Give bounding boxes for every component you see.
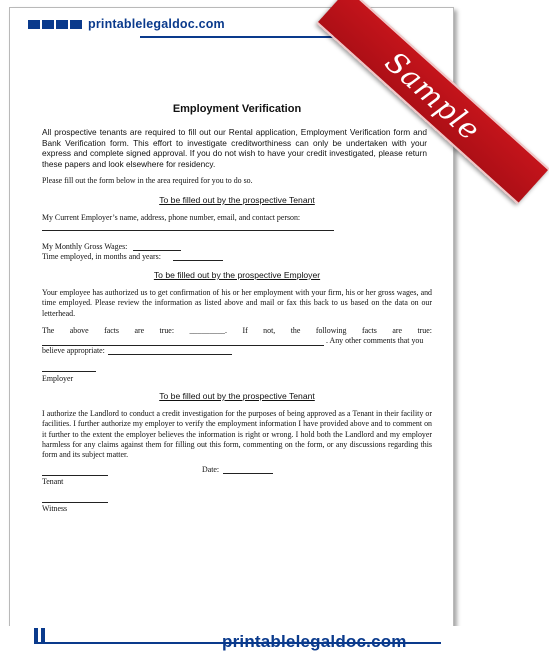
wages-line[interactable] [133, 250, 181, 251]
section1-heading: To be filled out by the prospective Tenant [159, 195, 315, 205]
time-employed-label: Time employed, in months and years: [42, 252, 161, 261]
witness-signature-label: Witness [42, 504, 68, 513]
tenant-signature-label: Tenant [42, 477, 64, 486]
time-employed-line[interactable] [173, 260, 223, 261]
other-comments-text: . Any other comments that you [326, 336, 424, 345]
facts-word: facts [104, 326, 119, 335]
facts-word: are [392, 326, 402, 335]
employer-paragraph: Your employee has authorized us to get confirmation of his or her employment with your firm, his or her gross wages, and time employed. Please review the information as listed above and mail or fax this back to us based on the data on our letterhead. [42, 288, 432, 318]
sample-ribbon [284, 0, 488, 190]
logo-bars-icon [28, 20, 82, 29]
section2-heading: To be filled out by the prospective Employer [153, 270, 321, 280]
sample-ribbon-label: Sample [378, 44, 488, 148]
instruction-text: Please fill out the form below in the area required for you to do so. [42, 176, 253, 185]
facts-word: If [242, 326, 248, 335]
footer-bars-icon [34, 628, 45, 642]
facts-word: the [290, 326, 301, 335]
facts-word: are [134, 326, 145, 335]
facts-word: true: [417, 326, 432, 335]
facts-blank[interactable]: _________. [189, 326, 227, 335]
comments-line[interactable] [108, 354, 232, 355]
facts-word: The [42, 326, 55, 335]
believe-appropriate-label: believe appropriate: [42, 346, 105, 355]
employer-signature-label: Employer [42, 374, 74, 383]
witness-signature-line[interactable] [42, 502, 108, 503]
tenant-signature-line[interactable] [42, 475, 108, 476]
tenant-authorization-paragraph: I authorize the Landlord to conduct a credit investigation for the purposes of being approved as a Tenant in their facility or facilities. I further authorize my employer to verify the employment information I have provided above and to comment on it further to the extent the employer believes the information is right or wrong. I hold both the Landlord and my employer harmless for any claims against them for filling out this form, commenting on the form, or any discussions regarding this form and its subject matter. [42, 409, 432, 460]
date-line[interactable] [223, 473, 273, 474]
footer-site-url[interactable]: printablelegaldoc.com [222, 632, 407, 651]
employer-info-label: My Current Employer’s name, address, phone number, email, and contact person: [42, 213, 301, 222]
employer-info-line[interactable] [42, 230, 334, 231]
section3-heading: To be filled out by the prospective Tenant [159, 391, 315, 401]
intro-paragraph: All prospective tenants are required to fill out our Rental application, Employment Verification form and Bank Verification form. This effort to investigate creditworthiness can only be undertaken with your express and complete signed approval. If you do not wish to have your credit investigated, please return these papers and look elsewhere for residency. [42, 127, 427, 169]
header-site-url[interactable]: printablelegaldoc.com [88, 17, 225, 31]
wages-label: My Monthly Gross Wages: [42, 242, 128, 251]
facts-word: following [315, 326, 347, 335]
facts-word: facts [361, 326, 377, 335]
employer-signature-line[interactable] [42, 371, 96, 372]
facts-word: above [69, 326, 89, 335]
site-header [28, 13, 225, 35]
facts-row [42, 326, 432, 335]
date-label: Date: [202, 465, 220, 474]
facts-word: not, [263, 326, 276, 335]
document-title: Employment Verification [172, 103, 302, 115]
facts-word: true: [159, 326, 175, 335]
